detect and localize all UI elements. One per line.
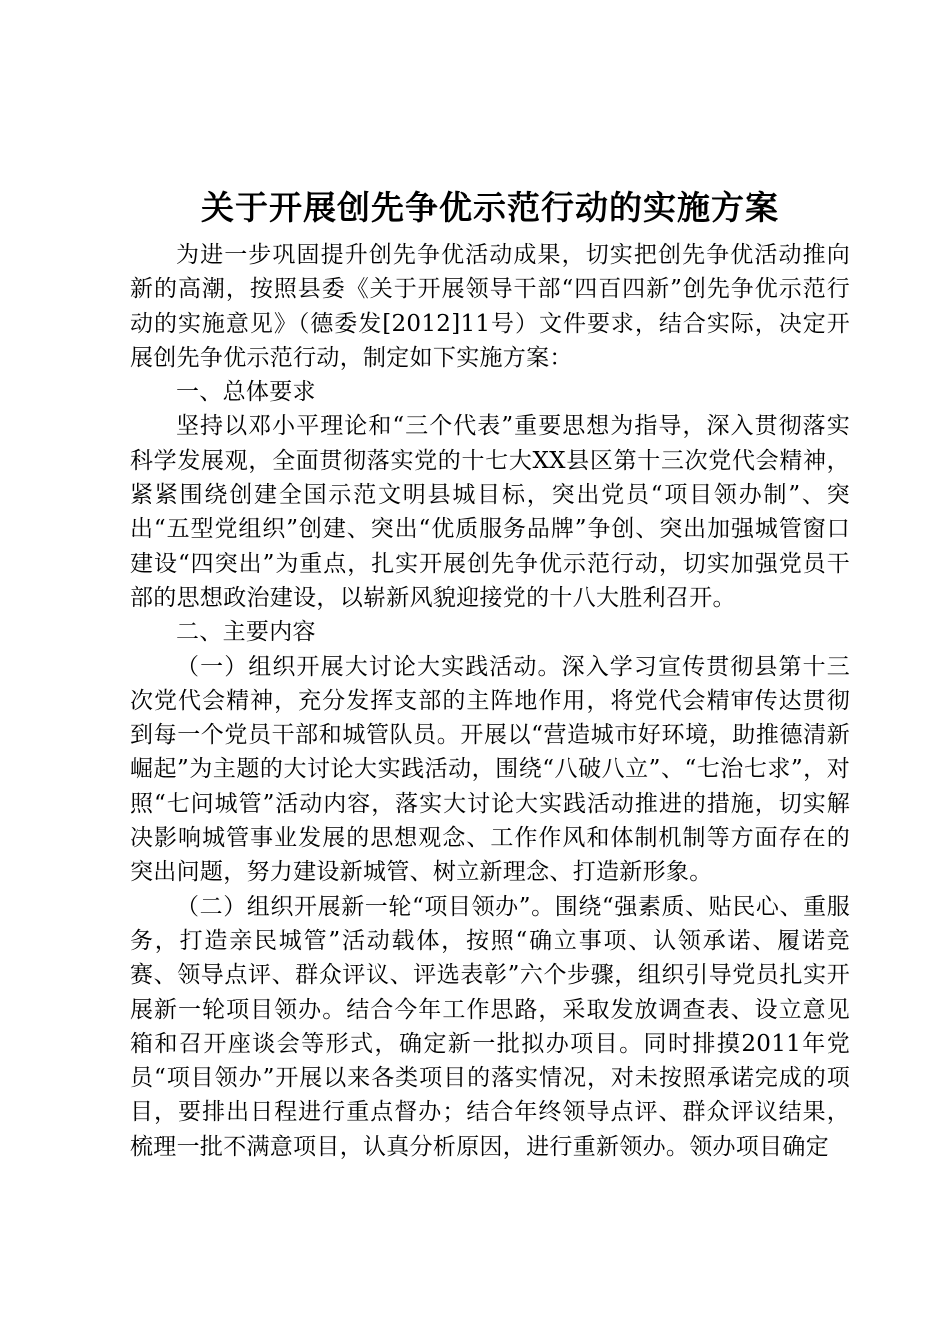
document-body: [130, 186, 850, 1164]
main-content-item-1: （一）组织开展大讨论大实践活动。深入学习宣传贯彻县第十三次党代会精神，充分发挥支部的主阵地作用，将党代会精审传达贯彻到每一个党员干部和城管队员。开展以“营造城市好环境，助推德清新崛起”为主题的大讨论大实践活动，围绕“八破八立”、“七治七求”，对照“七问城管”活动内容，落实大讨论大实践活动推进的措施，切实解决影响城管事业发展的思想观念、工作作风和体制机制等方面存在的突出问题，努力建设新城管、树立新理念、打造新形象。: [130, 653, 850, 886]
intro-paragraph: 为进一步巩固提升创先争优活动成果，切实把创先争优活动推向新的高潮，按照县委《关于开展领导干部“四百四新”创先争优示范行动的实施意见》（德委发[2012]11号）文件要求，结合实际，决定开展创先争优示范行动，制定如下实施方案：: [130, 242, 850, 371]
document-title: 关于开展创先争优示范行动的实施方案: [201, 188, 779, 227]
general-requirements-paragraph: 坚持以邓小平理论和“三个代表”重要思想为指导，深入贯彻落实科学发展观，全面贯彻落实党的十七大XX县区第十三次党代会精神，紧紧围绕创建全国示范文明县城目标，突出党员“项目领办制”、突出“五型党组织”创建、突出“优质服务品牌”争创、突出加强城管窗口建设“四突出”为重点，扎实开展创先争优示范行动，切实加强党员干部的思想政治建设，以崭新风貌迎接党的十八大胜利召开。: [130, 413, 850, 611]
section-heading-main-content: 二、主要内容: [176, 619, 316, 646]
section-heading-general-requirements: 一、总体要求: [176, 379, 316, 406]
main-content-item-2: （二）组织开展新一轮“项目领办”。围绕“强素质、贴民心、重服务，打造亲民城管”活动载体，按照“确立事项、认领承诺、履诺竞赛、领导点评、群众评议、评选表彰”六个步骤，组织引导党员扎实开展新一轮项目领办。结合今年工作思路，采取发放调查表、设立意见箱和召开座谈会等形式，确定新一批拟办项目。同时排摸2011年党员“项目领办”开展以来各类项目的落实情况，对未按照承诺完成的项目，要排出日程进行重点督办；结合年终领导点评、群众评议结果，梳理一批不满意项目，认真分析原因，进行重新领办。领办项目确定: [130, 893, 850, 1160]
